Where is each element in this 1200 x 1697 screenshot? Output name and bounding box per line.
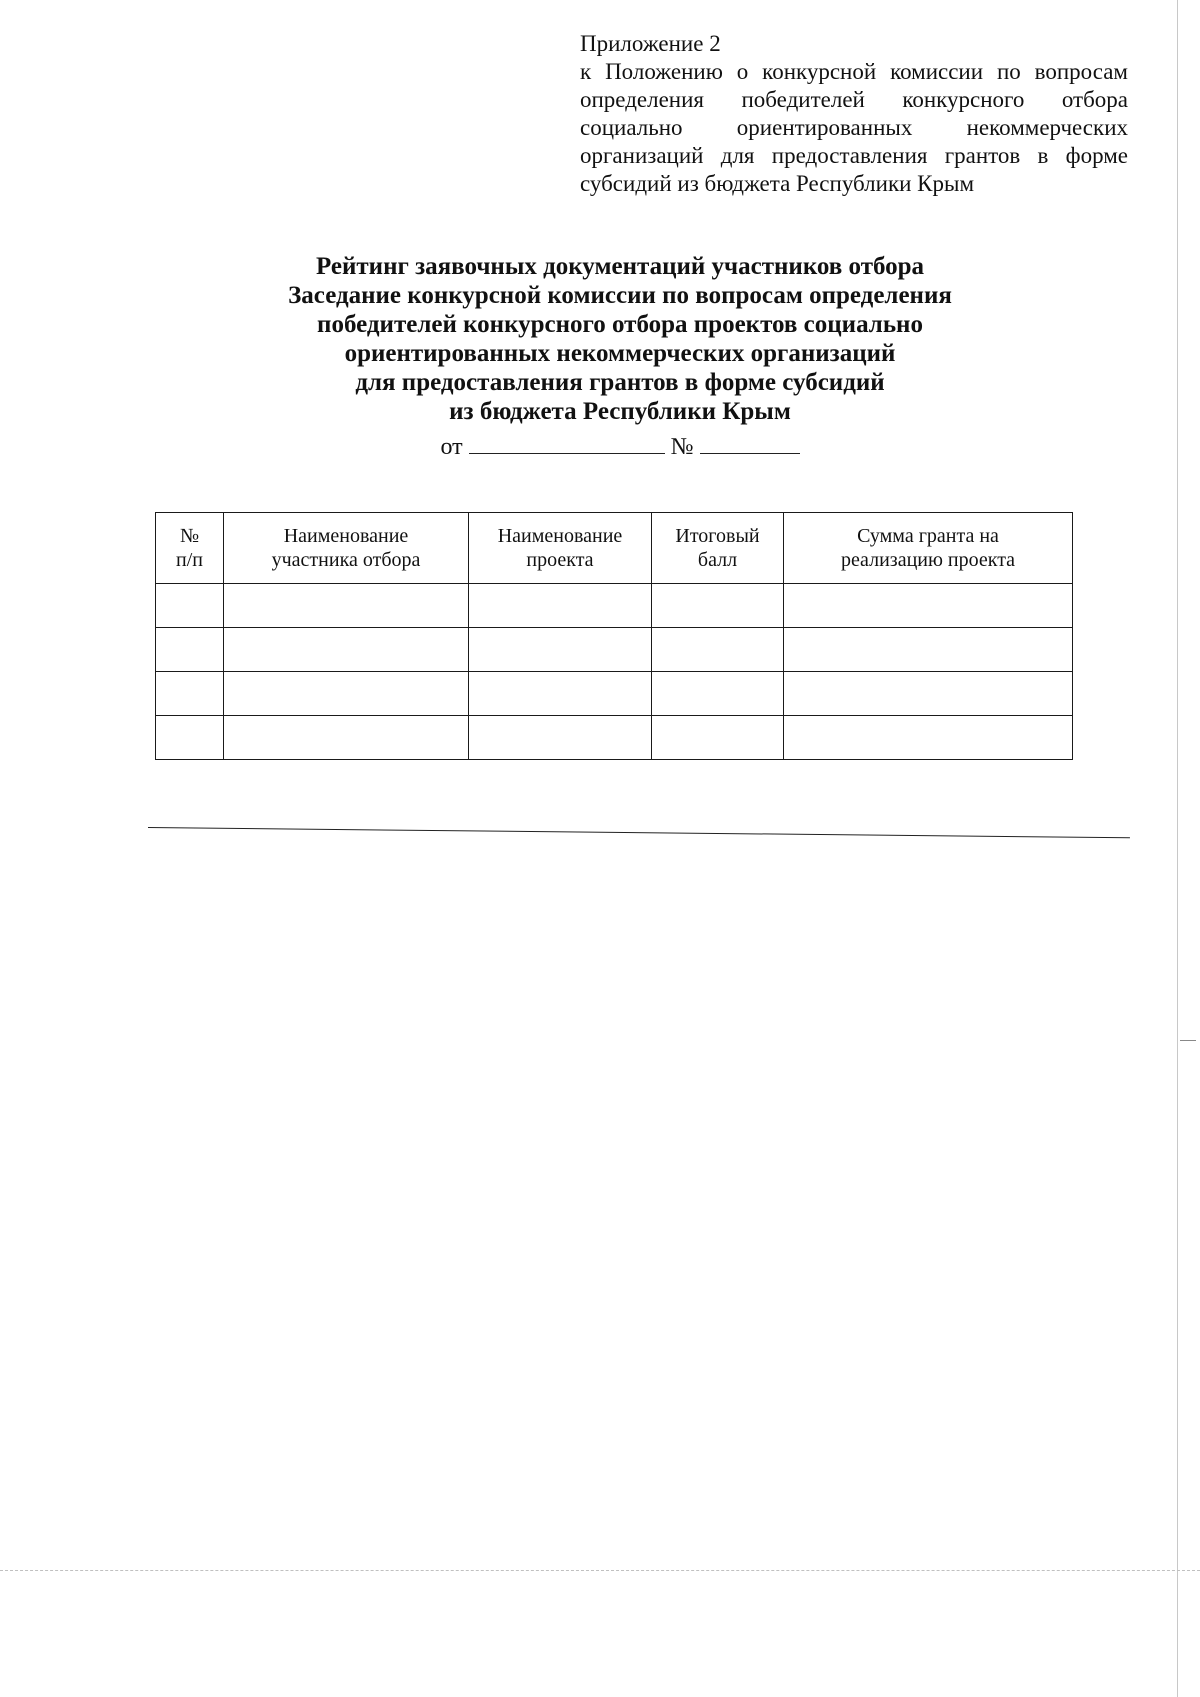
date-prefix: от: [440, 434, 463, 460]
scan-mark: [1180, 1040, 1196, 1041]
heading-line: Заседание конкурсной комиссии по вопросам определения: [288, 282, 952, 309]
appendix-text: к Положению о конкурсной комиссии по вопросам определения победителей конкурсного отбора социально ориентированных некоммерческих организаций для предоставления грантов в форме субсидий из бюджета Республики Крым: [580, 59, 1128, 196]
table-cell: [224, 628, 469, 672]
header-participant-name: [224, 513, 469, 584]
number-sign: №: [670, 434, 694, 460]
scan-edge-line: [1177, 0, 1178, 1697]
table-cell: [652, 716, 784, 760]
header-line: п/п: [176, 549, 203, 571]
table-row: [156, 584, 1073, 628]
table-row: [156, 716, 1073, 760]
table-cell: [469, 628, 652, 672]
header-grant-amount: [784, 513, 1073, 584]
table-cell: [224, 584, 469, 628]
appendix-title: Приложение 2: [580, 31, 721, 56]
table-cell: [224, 716, 469, 760]
header-line: Итоговый: [675, 525, 760, 547]
heading-line: ориентированных некоммерческих организаций: [344, 340, 896, 367]
appendix-block: [580, 30, 1128, 198]
date-blank-field: [469, 433, 665, 454]
table-cell: [784, 628, 1073, 672]
table-cell: [156, 672, 224, 716]
table-cell: [156, 716, 224, 760]
header-number: [156, 513, 224, 584]
heading-line: для предоставления грантов в форме субсидий: [355, 369, 885, 396]
header-line: Наименование: [497, 525, 623, 547]
header-project-name: [469, 513, 652, 584]
table-cell: [224, 672, 469, 716]
heading-line: победителей конкурсного отбора проектов социально: [317, 311, 923, 338]
document-heading: [240, 252, 1000, 426]
number-blank-field: [700, 433, 800, 454]
table-cell: [469, 672, 652, 716]
table-cell: [652, 672, 784, 716]
table-cell: [784, 584, 1073, 628]
header-line: балл: [697, 549, 738, 571]
heading-line: Рейтинг заявочных документаций участников отбора: [315, 253, 925, 280]
header-line: реализацию проекта: [840, 549, 1016, 571]
table-header-row: [156, 513, 1073, 584]
table-cell: [652, 628, 784, 672]
table-cell: [784, 716, 1073, 760]
scan-fold-line: [0, 1570, 1200, 1571]
header-line: №: [179, 525, 200, 547]
table-cell: [469, 716, 652, 760]
table-cell: [156, 584, 224, 628]
heading-line: из бюджета Республики Крым: [449, 398, 791, 425]
header-line: Сумма гранта на: [857, 525, 999, 547]
header-line: участника отбора: [271, 549, 421, 571]
table-cell: [156, 628, 224, 672]
bottom-separator-line: [148, 827, 1130, 838]
table-cell: [469, 584, 652, 628]
rating-table: [155, 512, 1073, 760]
header-line: Наименование: [283, 525, 409, 547]
table-cell: [652, 584, 784, 628]
table-row: [156, 628, 1073, 672]
header-final-score: [652, 513, 784, 584]
table-cell: [784, 672, 1073, 716]
header-line: проекта: [526, 549, 594, 571]
table-row: [156, 672, 1073, 716]
date-number-line: [240, 432, 1000, 462]
